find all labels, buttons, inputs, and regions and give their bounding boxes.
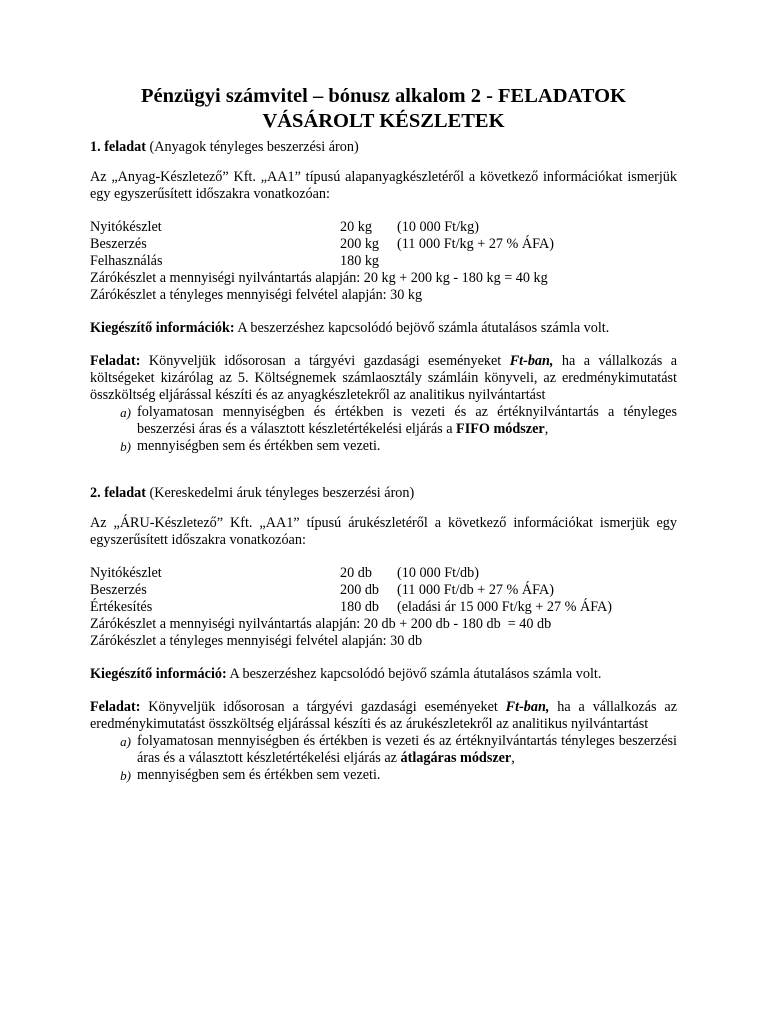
extra-info-text: A beszerzéshez kapcsolódó bejövő számla átutalásos számla volt. xyxy=(234,320,610,336)
task-1-subtitle: (Anyagok tényleges beszerzési áron) xyxy=(145,139,359,155)
assignment-text: Könyveljük idősorosan a tárgyévi gazdasági eseményeket xyxy=(140,699,506,715)
assignment-emphasis: Ft-ban, xyxy=(509,353,554,369)
task-2-section xyxy=(90,485,677,784)
row-note: (eladási ár 15 000 Ft/kg + 27 % ÁFA) xyxy=(397,599,613,615)
document-page xyxy=(90,84,677,784)
item-tail: , xyxy=(511,750,515,766)
task-2-extra-info xyxy=(90,666,677,683)
data-row xyxy=(90,565,677,582)
data-row xyxy=(90,253,677,270)
task-1-heading xyxy=(90,139,677,156)
row-quantity: 200 kg xyxy=(340,236,380,252)
row-quantity: 20 kg xyxy=(340,219,372,235)
item-emphasis: átlagáras módszer xyxy=(400,750,512,766)
data-row xyxy=(90,582,677,599)
row-label: Nyitókészlet xyxy=(90,565,162,581)
task-1-extra-info xyxy=(90,320,677,337)
data-row xyxy=(90,599,677,616)
task-1-section xyxy=(90,139,677,455)
task-2-options xyxy=(90,733,677,784)
list-item xyxy=(90,438,677,455)
list-item xyxy=(90,733,677,767)
task-2-data-table xyxy=(90,565,677,616)
row-note: (10 000 Ft/db) xyxy=(397,565,479,581)
list-item xyxy=(90,767,677,784)
task-1-intro: Az „Anyag-Készletező” Kft. „AA1” típusú alapanyagkészletéről a következő információkat ismerjük egy egyszerűsített időszakra vonatkozóan: xyxy=(90,169,677,202)
item-emphasis: FIFO módszer xyxy=(456,421,545,437)
extra-info-label: Kiegészítő információk: xyxy=(90,320,235,336)
task-2-subtitle: (Kereskedelmi áruk tényleges beszerzési áron) xyxy=(145,485,415,501)
task-1-closing-stock-count: Zárókészlet a tényleges mennyiségi felvétel alapján: 30 kg xyxy=(90,287,423,303)
row-quantity: 200 db xyxy=(340,582,380,598)
assignment-text: ha a vállalkozás a költségeket kizárólag az 5. Költségnemek számlaosztály számláin könyveli, az eredménykimutatást összköltség eljárással készíti és az anyagkészletekről az analitikus nyilvántartást xyxy=(90,353,677,403)
task-1-options xyxy=(90,404,677,455)
list-marker: b) xyxy=(120,439,131,454)
row-note: (10 000 Ft/kg) xyxy=(397,219,479,235)
item-text: folyamatosan mennyiségben és értékben is vezeti és az értéknyilvántartás a tényleges beszerzési áras és a választott készletértékelési eljárás a xyxy=(137,404,677,437)
data-row xyxy=(90,219,677,236)
row-quantity: 180 kg xyxy=(340,253,380,269)
item-text: mennyiségben sem és értékben sem vezeti. xyxy=(137,767,381,783)
row-quantity: 20 db xyxy=(340,565,372,581)
task-2-heading xyxy=(90,485,677,502)
task-1-label: 1. feladat xyxy=(90,139,146,155)
item-text: folyamatosan mennyiségben és értékben is vezeti és az értéknyilvántartás tényleges beszerzési áras és a választott készletértékelési eljárás az xyxy=(137,733,677,766)
list-item xyxy=(90,404,677,438)
row-note: (11 000 Ft/db + 27 % ÁFA) xyxy=(397,582,554,598)
row-label: Beszerzés xyxy=(90,582,147,598)
document-title xyxy=(90,84,677,134)
list-item-text xyxy=(137,438,677,455)
row-note: (11 000 Ft/kg + 27 % ÁFA) xyxy=(397,236,554,252)
list-marker: a) xyxy=(120,734,131,749)
task-2-closing-stock-count: Zárókészlet a tényleges mennyiségi felvétel alapján: 30 db xyxy=(90,633,423,649)
list-item-text xyxy=(137,404,677,438)
data-row xyxy=(90,236,677,253)
extra-info-text: A beszerzéshez kapcsolódó bejövő számla átutalásos számla volt. xyxy=(226,666,602,682)
item-text: mennyiségben sem és értékben sem vezeti. xyxy=(137,438,381,454)
row-label: Nyitókészlet xyxy=(90,219,162,235)
row-label: Beszerzés xyxy=(90,236,147,252)
task-2-intro: Az „ÁRU-Készletező” Kft. „AA1” típusú árukészletéről a következő információkat ismerjük egy egyszerűsített időszakra vonatkozóan: xyxy=(90,515,677,548)
extra-info-label: Kiegészítő információ: xyxy=(90,666,227,682)
task-1-closing-stock-register: Zárókészlet a mennyiségi nyilvántartás alapján: 20 kg + 200 kg - 180 kg = 40 kg xyxy=(90,270,548,286)
row-label: Felhasználás xyxy=(90,253,163,269)
title-line-1: Pénzügyi számvitel – bónusz alkalom 2 - FELADATOK xyxy=(141,85,626,107)
task-1-assignment xyxy=(90,353,677,404)
list-item-text xyxy=(137,767,677,784)
task-2-assignment xyxy=(90,699,677,733)
assignment-label: Feladat: xyxy=(90,699,141,715)
list-marker: b) xyxy=(120,768,131,783)
assignment-label: Feladat: xyxy=(90,353,141,369)
assignment-emphasis: Ft-ban, xyxy=(505,699,550,715)
assignment-text: ha a vállalkozás az eredménykimutatást összköltség eljárással készíti és az árukészletekről az analitikus nyilvántartást xyxy=(90,699,677,732)
row-quantity: 180 db xyxy=(340,599,380,615)
row-label: Értékesítés xyxy=(90,599,153,615)
list-marker: a) xyxy=(120,405,131,420)
task-1-data-table xyxy=(90,219,677,270)
title-line-2: VÁSÁROLT KÉSZLETEK xyxy=(262,110,505,132)
task-2-label: 2. feladat xyxy=(90,485,146,501)
item-tail: , xyxy=(544,421,549,437)
list-item-text xyxy=(137,733,677,767)
assignment-text: Könyveljük idősorosan a tárgyévi gazdasági eseményeket xyxy=(140,353,510,369)
task-2-closing-stock-register: Zárókészlet a mennyiségi nyilvántartás alapján: 20 db + 200 db - 180 db = 40 db xyxy=(90,616,552,632)
